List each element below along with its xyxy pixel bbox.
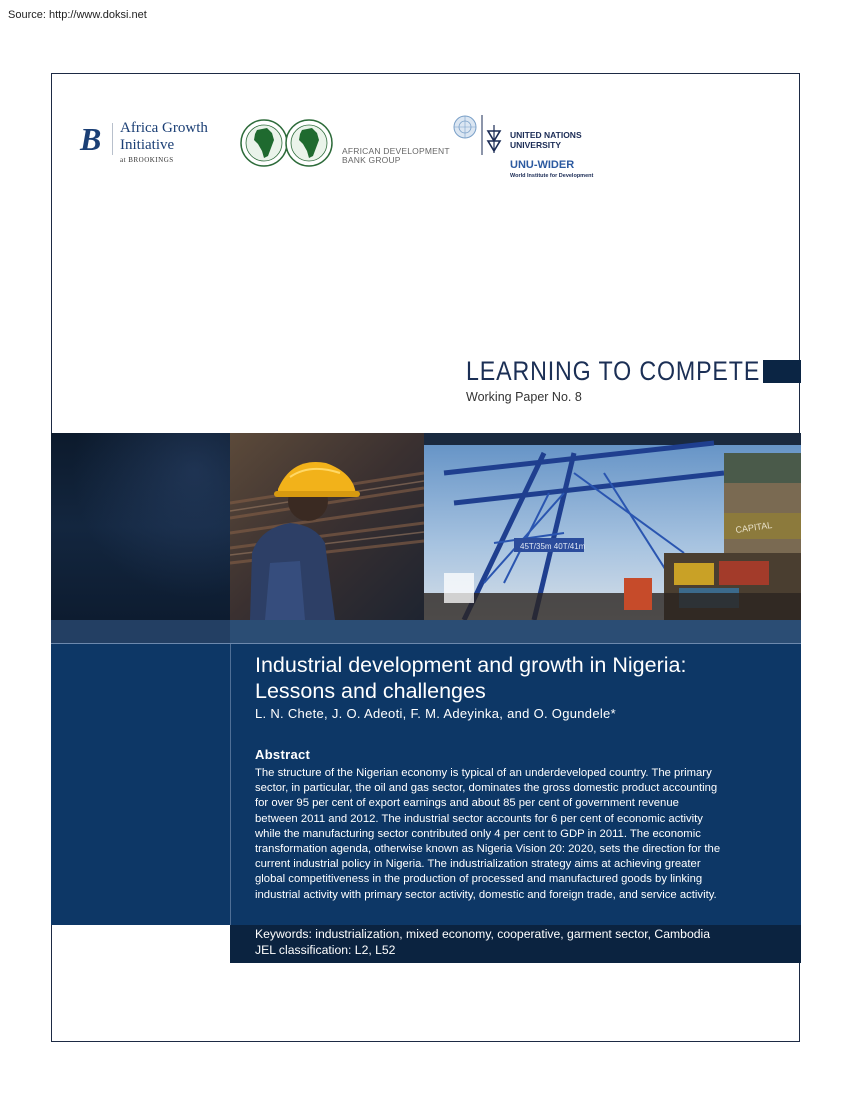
keywords: Keywords: industrialization, mixed economy, cooperative, garment sector, Cambodia <box>255 927 710 941</box>
title-abstract-panel <box>51 644 801 925</box>
logo-divider <box>112 123 113 155</box>
cover-photo-band <box>51 433 801 620</box>
abstract-line: current industrial policy in Nigeria. The industrialization strategy aims at achieving greater <box>255 858 701 871</box>
abstract-line: transformation agenda, otherwise known as Nigeria Vision 20: 2020, sets the direction for the <box>255 843 721 856</box>
unu-wider-name: UNU-WIDER <box>510 159 575 171</box>
paper-title-line2: Lessons and challenges <box>255 679 486 703</box>
abstract-line: between 2011 and 2012. The industrial sector accounts for 6 per cent of economic activity <box>255 812 703 825</box>
source-note: Source: http://www.doksi.net <box>8 9 147 21</box>
abstract-line: for over 95 per cent of export earnings and about 85 per cent of government revenue <box>255 797 679 810</box>
port-crane-photo <box>424 433 801 620</box>
abstract-line: The structure of the Nigerian economy is typical of an underdeveloped country. The primary <box>255 767 712 779</box>
working-paper-number: Working Paper No. 8 <box>466 390 582 404</box>
un-emblem-icon <box>452 113 508 158</box>
unu-wider-tagline: World Institute for Development <box>510 173 594 179</box>
worker-photo <box>230 433 424 620</box>
unu-name-line2: UNIVERSITY <box>510 140 562 150</box>
unu-name-line1: UNITED NATIONS <box>510 130 582 140</box>
agi-affiliation: at BROOKINGS <box>120 156 174 164</box>
paper-authors: L. N. Chete, J. O. Adeoti, F. M. Adeyinka, and O. Ogundele* <box>255 706 616 721</box>
abstract-line: industrial activity with primary sector activity, domestic and foreign trade, and service activity. <box>255 888 717 901</box>
abstract-heading: Abstract <box>255 747 311 762</box>
brookings-b-icon: B <box>80 121 102 157</box>
afdb-name-line1: AFRICAN DEVELOPMENT <box>342 146 450 156</box>
keywords-box <box>230 925 801 963</box>
jel-classification: JEL classification: L2, L52 <box>255 943 396 957</box>
series-accent-block <box>763 360 801 383</box>
agi-name-line1: Africa Growth <box>120 120 208 136</box>
paper-title-line1: Industrial development and growth in Nigeria: <box>255 653 687 677</box>
paper-title <box>255 652 795 704</box>
svg-text:CAPITAL: CAPITAL <box>734 519 773 535</box>
photo-strip <box>51 620 801 644</box>
svg-text:45T/35m 40T/41m: 45T/35m 40T/41m <box>520 542 586 551</box>
agi-name-line2: Initiative <box>120 137 175 153</box>
abstract-line: sector, in particular, the oil and gas sector, dominates the gross domestic product accounting <box>255 782 718 795</box>
afdb-name-line2: BANK GROUP <box>342 155 401 165</box>
abstract-line: global competitiveness in the production of processed and manufactured goods by linking <box>255 873 703 886</box>
afdb-seal-icon <box>240 118 340 168</box>
abstract-text <box>255 766 795 903</box>
panel-divider <box>230 644 231 925</box>
series-title: LEARNING TO COMPETE <box>466 356 761 386</box>
abstract-line: while the manufacturing sector contributed only 4 per cent to GDP in 2011. The economic <box>255 827 701 840</box>
